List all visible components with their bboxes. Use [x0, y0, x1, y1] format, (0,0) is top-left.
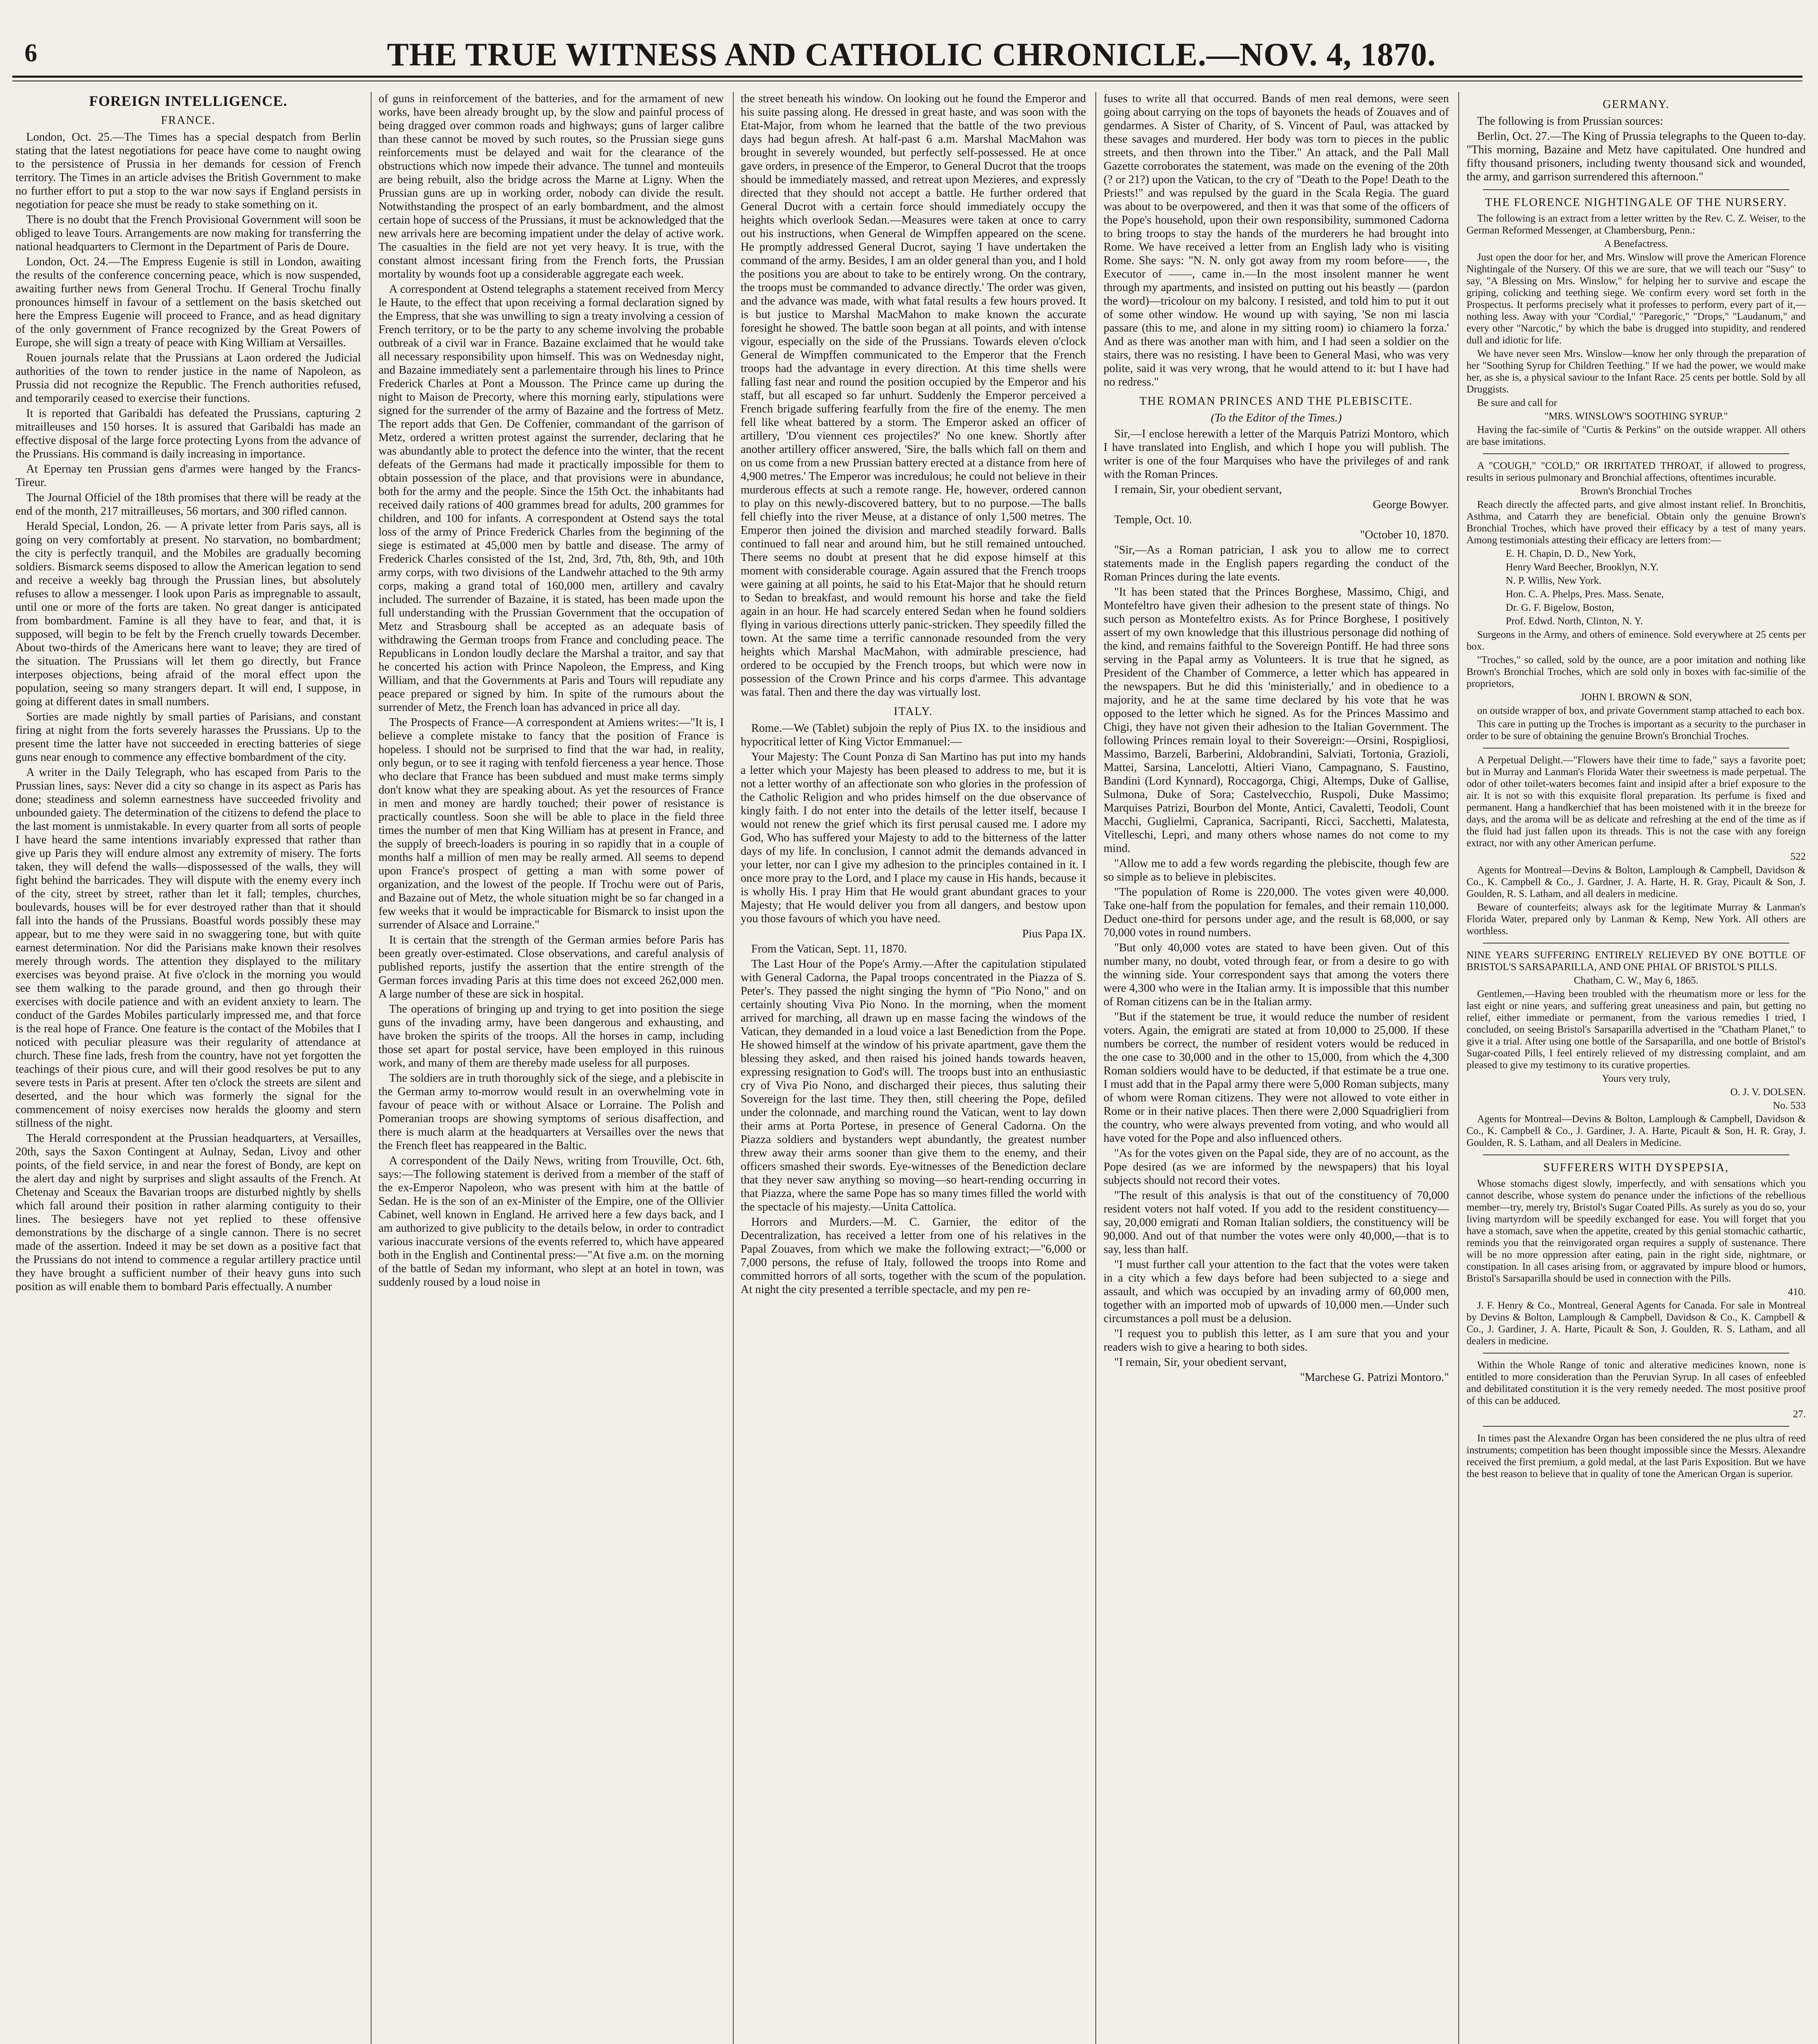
article-paragraph: "I remain, Sir, your obedient servant, [1114, 1356, 1287, 1369]
advert-number: 522 [1790, 851, 1806, 862]
subheading-note: (To the Editor of the Times.) [1211, 412, 1342, 424]
column-divider [733, 92, 734, 2044]
advert-firm-name: JOHN I. BROWN & SON, [1580, 692, 1692, 703]
advert-paragraph: J. F. Henry & Co., Montreal, General Agents for Canada. For sale in Montreal by Devins & Bolton, Lamplough & Campbell, Davidson & Co., K. Campbell & Co., J. Gardiner, J. A. Harte, Picault & Son, J. Goulden, R. S. Latham, and all dealers in medicine. [1466, 1300, 1806, 1347]
article-paragraph: Rome.—We (Tablet) subjoin the reply of Pius IX. to the insidious and hypocritical letter of King Victor Emmanuel:— [741, 722, 1086, 748]
article-paragraph: Herald Special, London, 26. — A private letter from Paris says, all is going on very comfortably at present. No starvation, no bombardment; the city is perfectly tranquil, and the Mobiles are gradually becoming soldiers. Bismarck seems disposed to allow the American legation to send and receive a weekly bag through the Prussian lines, but absolutely refuses to allow a messenger. I look upon Paris as impregnable to assault, until one or more of the forts are taken. No great danger is anticipated from bombardment. Famine is all they have to fear, and that, it is supposed, will begin to be felt by the French cruelly towards December. About two-thirds of the Americans here want to leave; they are tired of the situation. The Prussians will let them go directly, but France interposes objections, being afraid of the moral effect upon the population, seeing so many strangers depart. It will end, I suppose, in going at different dates in small numbers. [16, 520, 361, 708]
testimonial-ref: N. P. Willis, New York. [1506, 575, 1601, 586]
article-paragraph: "The result of this analysis is that out of the constituency of 70,000 resident voters not half voted. If you add to the resident constituency—say, 20,000 emigrati and Roman Italian soldiers, the constituency will be 90,000. And out of that number the votes were only 40,000,—that is to say, less than half. [1104, 1189, 1449, 1256]
divider [1483, 1426, 1789, 1427]
advert-subheading: A Benefactress. [1604, 238, 1668, 249]
advert-paragraph: Yours very truly, [1602, 1073, 1670, 1084]
advert-paragraph: Be sure and call for [1477, 397, 1557, 408]
divider [1483, 1154, 1789, 1155]
article-paragraph: "I must further call your attention to the fact that the votes were taken in a city which a few days before had been subjected to a siege and assault, and which was occupied by an invading army of 60,000 men, together with an imported mob of upwards of 10,000 men.—Under such circumstances a poll must be a delusion. [1104, 1258, 1449, 1325]
article-paragraph: The Herald correspondent at the Prussian headquarters, at Versailles, 20th, says the Saxon Contingent at Aulnay, Sedan, Livoy and other points, of the field service, in and near the forest of Bondy, are kept on the alert day and night by surprises and slight assaults of the French. At Chetenay and Sceaux the Bavarian troops are disturbed nightly by shells which fall around their position in rather alarming contiguity to their lines. The besiegers have not yet replied to these offensive demonstrations by the discharge of a single cannon. There is no secret made of the assertion. Indeed it may be set down as a positive fact that the Prussians do not intend to commence a regular artillery practice until they have brought a sufficient number of their heavy guns into such position as will enable them to bombard Paris effectually. A number [16, 1132, 361, 1293]
advert-paragraph: Having the fac-simile of "Curtis & Perkins" on the outside wrapper. All others are base imitations. [1466, 424, 1806, 447]
newspaper-title: THE TRUE WITNESS AND CATHOLIC CHRONICLE.—NOV. 4, 1870. [387, 37, 1436, 73]
article-paragraph: I remain, Sir, your obedient servant, [1114, 483, 1282, 496]
divider [1483, 189, 1789, 190]
testimonial-ref: Prof. Edwd. North, Clinton, N. Y. [1506, 616, 1643, 627]
page-number: 6 [25, 39, 37, 67]
article-paragraph: Sorties are made nightly by small parties of Parisians, and constant firing at night from the forts severely harasses the Prussians. Up to the present time the latter have not succeeded in erecting batteries of siege guns near enough to commence any effective bombardment of the city. [16, 710, 361, 764]
article-paragraph: "But if the statement be true, it would reduce the number of resident voters. Again, the emigrati are stated at from 10,000 to 25,000. If these numbers be correct, the number of resident voters would be reduced in the one case to 30,000 and in the other to 15,000, from which the 4,300 Roman soldiers would have to be deducted, if that estimate be a true one. I must add that in the Papal army there were 5,000 Roman subjects, many of whom were Roman citizens. They were not allowed to vote either in Rome or in their native places. Then there were 2,000 Squadriglieri from the country, who were always prevented from voting, and who would all have voted for the Pope and also influenced others. [1104, 1011, 1449, 1145]
testimonial-ref: Henry Ward Beecher, Brooklyn, N.Y. [1506, 562, 1659, 573]
advert-paragraph: A Perpetual Delight.—"Flowers have their time to fade," says a favorite poet; but in Murray and Lanman's Florida Water their sweetness is made perpetual. The odor of other toilet-waters becomes faint and insipid after a brief exposure to the air. It is not so with this exquisite floral preparation. Its perfume is fixed and permanent. Hang a handkerchief that has been moistened with it in the breeze for days, and the aroma will be as delicate and refreshing at the end of the time as if the fluid had just fallen upon its threads. This is not the case with any foreign extract, nor with any other American perfume. [1466, 755, 1806, 849]
article-paragraph: At Epernay ten Prussian gens d'armes were hanged by the Francs-Tireur. [16, 463, 361, 489]
signature: Pius Papa IX. [1022, 928, 1086, 940]
article-paragraph: Horrors and Murders.—M. C. Garnier, the editor of the Decentralization, has received a letter from one of his relatives in the Papal Zouaves, from which we make the following extract;—"6,000 or 7,000 persons, the refuse of Italy, followed the troops into Rome and committed horrors of all sorts, together with the scum of the population. At night the city presented a terrible spectacle, and my pen re- [741, 1216, 1086, 1296]
article-paragraph: The soldiers are in truth thoroughly sick of the siege, and a plebiscite in the German army to-morrow would result in an overwhelming vote in favour of peace with or without Alsace or Lorraine. The Polish and Pomeranian troops are showing symptoms of serious disaffection, and there is much alarm at the headquarters at Versailles over the news that the French fleet has reappeared in the Baltic. [378, 1072, 724, 1152]
advert-paragraph: The following is an extract from a letter written by the Rev. C. Z. Weiser, to the German Reformed Messenger, at Chambersburg, Penn.: [1466, 213, 1806, 236]
article-paragraph: fuses to write all that occurred. Bands of men real demons, were seen going about carrying on the tops of bayonets the heads of Zouaves and of gendarmes. A Sister of Charity, of S. Vincent of Paul, was attacked by these savages and murdered. Her body was torn to pieces in the public streets, and then thrown into the Tiber." An attack, and the Pall Mall Gazette corroborates the statement, was made on the evening of the 20th (? or 21?) upon the Vatican, to the cry of "Death to the Pope! Death to the Priests!" and was repulsed by the guard in the Scala Regia. The guard was about to be overpowered, and then it was that some of the officers of the Pope's household, upon their own responsibility, summoned Cadorna to bring troops to stay the hands of the murderers he had brought into Rome. We have received a letter from an English lady who is visiting Rome. She says: "N. N. only got away from my room before——, the Executor of ——, came in.—In the most insolent manner he went through my apartments, and insisted on putting out his beastly — (pardon the word)—tricolour on my balcony. I resisted, and told him to put it out of some other window. He wound up with saying, 'Se non mi lascia passare (this to me, and alone in my sitting room) io chiamero la forza.' And as there was another man with him, and I had seen a soldier on the stairs, there was no resisting. I have been to General Masi, who was very polite, said it was very wrong, that he would attend to it: but I have had no redress." [1104, 92, 1449, 388]
advert-product-name: "MRS. WINSLOW'S SOOTHING SYRUP." [1544, 411, 1728, 422]
column-divider [1458, 92, 1459, 2044]
advert-paragraph: This care in putting up the Troches is important as a security to the purchaser in order to be sure of obtaining the genuine Brown's Bronchial Troches. [1466, 719, 1806, 742]
masthead [25, 37, 1798, 73]
article-paragraph: Your Majesty: The Count Ponza di San Martino has put into my hands a letter which your Majesty has been pleased to address to me, but it is not a letter worthy of an affectionate son who glories in the profession of the Catholic Religion and who prides himself on the due observance of kingly faith. I do not enter into the details of the letter itself, because I would not renew the grief which its first perusal caused me. I adore my God, Who has suffered your Majesty to add to the bitterness of the latter days of my life. In conclusion, I cannot admit the demands advanced in your letter, nor can I give my adhesion to the principles contained in it. I once more pray to the Lord, and I place my cause in His hands, because it is wholly His. I pray Him that He would grant abundant graces to your Majesty; that He would deliver you from all dangers, and bestow upon you those favours of which you have need. [741, 751, 1086, 925]
subheading-roman-princes: THE ROMAN PRINCES AND THE PLEBISCITE. [1140, 395, 1413, 408]
article-paragraph: It is certain that the strength of the German armies before Paris has been greatly over-estimated. Close observations, and careful analysis of published reports, justify the assertion that the entire strength of the German forces invading Paris at this time does not exceed 262,000 men. A large number of these are sick in hospital. [378, 934, 724, 1000]
article-paragraph: "It has been stated that the Princes Borghese, Massimo, Chigi, and Montefeltro have given their adhesion to the present state of things. No such person as Montefeltro exists. As for Prince Borghese, I positively assert of my own knowledge that this illustrious personage did nothing of the kind, and remains faithful to the Sovereign Pontiff. He had three sons serving in the Papal army as Volunteers. It is true that he signed, as President of the Chamber of Commerce, a letter which has appeared in the newspapers. But he did this 'ministerially,' and in obedience to a majority, and he at the same time declared by his vote that he was opposed to the letter which he signed. As for the Princes Massimo and Chigi, they have not given their adhesion to the Italian Government. The following Princes remain loyal to their Sovereign:—Orsini, Rospigliosi, Massimo, Barzeli, Barberini, Aldobrandini, Salviati, Tortonia, Grazioli, Mattei, Sarsina, Lancelotti, Altieri Viano, Campagnano, S. Faustino, Bandini (Lord Kynnard), Roccagorga, Chigi, Altemps, Duke of Gallise, Sulmona, Duke of Sora; Castelvecchio, Ruspoli, Duke Massimo; Marquises Patrizi, Bourbon del Monte, Antici, Cavaletti, Teodoli, Count Macchi, Guglielmi, Capranica, Sacripanti, Ricci, Sacchetti, Malatesta, Vitelleschi, Lepri, and many others whose names do not come to my mind. [1104, 586, 1449, 855]
article-paragraph: Berlin, Oct. 27.—The King of Prussia telegraphs to the Queen to-day. "This morning, Bazaine and Metz have capitulated. One hundred and fifty thousand prisoners, including twenty thousand sick and wounded, the army, and garrison surrendered this afternoon." [1466, 130, 1806, 183]
advert-title: SUFFERERS WITH DYSPEPSIA, [1543, 1161, 1729, 1174]
dateline: Temple, Oct. 10. [1114, 513, 1192, 526]
signature: O. J. V. DOLSEN. [1730, 1087, 1806, 1098]
article-paragraph: The following is from Prussian sources: [1477, 115, 1664, 128]
article-paragraph: The Prospects of France—A correspondent at Amiens writes:—"It is, I believe a complete mistake to fancy that the position of France is hopeless. I should not be surprised to find that the war had, in reality, only begun, or to see it raging with tenfold fierceness a year hence. Those who declare that France has been subdued and must make terms simply don't know what they are speaking about. As yet the resources of France in men and money are hardly touched; their power of resistance is practically countless. Soon she will be able to place in the field three times the number of men that King William has at present in France, and the supply of breech-loaders is pouring in so rapidly that in a couple of months half a million of men may be really armed. All seems to depend upon France's prospect of getting a man with some power of organization, and the lowest of the people. If Trochu were out of Paris, and Bazaine out of Metz, the whole situation might be so far changed in a few weeks that it would be impracticable for Bismarck to insist upon the surrender of Alsace and Lorraine." [378, 716, 724, 931]
article-paragraph: The operations of bringing up and trying to get into position the siege guns of the invading army, have been dangerous and exhausting, and have broken the spirits of the troops. All the horses in camp, including those set apart for postal service, have been employed in this ruinous work, and many of them are thereby made useless for all purposes. [378, 1003, 724, 1069]
article-paragraph: "The population of Rome is 220,000. The votes given were 40,000. Take one-half from the population for females, and their remain 110,000. Deduct one-third for persons under age, and the result is 68,000, or say 70,000 votes in round numbers. [1104, 886, 1449, 939]
advert-subheading: Brown's Bronchial Troches [1580, 486, 1692, 497]
testimonial-ref: Dr. G. F. Bigelow, Boston, [1506, 602, 1614, 613]
testimonial-ref: Hon. C. A. Phelps, Pres. Mass. Senate, [1506, 589, 1664, 600]
divider [1483, 748, 1789, 749]
divider [1483, 453, 1789, 454]
article-paragraph: London, Oct. 24.—The Empress Eugenie is still in London, awaiting the results of the conference concerning peace, which is now suspended, awaiting further news from General Trochu. If General Trochu finally pronounces himself in favour of a settlement on the basis sketched out here the Empress Eugenie will proceed to France, and as head dignitary of the only government of France recognized by the Great Powers of Europe, she will sign a treaty of peace with King William at Versailles. [16, 256, 361, 349]
article-paragraph: "Allow me to add a few words regarding the plebiscite, though few are so simple as to believe in plebiscites. [1104, 857, 1449, 883]
column-4 [1104, 92, 1449, 2044]
signature: George Bowyer. [1372, 498, 1449, 511]
advert-paragraph: Within the Whole Range of tonic and alterative medicines known, none is entitled to more consideration than the Peruvian Syrup. In all cases of enfeebled and debilitated constitution it is the very remedy needed. The most positive proof of this can be adduced. [1466, 1360, 1806, 1406]
advert-number: 27. [1793, 1409, 1806, 1420]
testimonial-ref: E. H. Chapin, D. D., New York, [1506, 548, 1636, 559]
column-5 [1466, 92, 1806, 2044]
column-2 [378, 92, 724, 2044]
advert-number: 410. [1788, 1286, 1806, 1298]
advert-paragraph: Agents for Montreal—Devins & Bolton, Lamplough & Campbell, Davidson & Co., K. Campbell & Co., J. Gardiner, J. A. Harte, Picault & Son, H. R. Gray, J. Goulden, R. S. Latham, and all Dealers in Medicine. [1466, 1114, 1806, 1148]
article-paragraph: "As for the votes given on the Papal side, they are of no account, as the Pope desired (as we are informed by the newspapers) that his loyal subjects should not record their votes. [1104, 1147, 1449, 1187]
advert-dateline: Chatham, C. W., May 6, 1865. [1574, 975, 1699, 986]
advert-paragraph: Beware of counterfeits; always ask for the legitimate Murray & Lanman's Florida Water, prepared only by Lanman & Kemp, New York. All others are worthless. [1466, 902, 1806, 937]
article-paragraph: Sir,—I enclose herewith a letter of the Marquis Patrizi Montoro, which I have translated into English, and which I hope you will publish. The writer is one of the four Marquises who have the privileges of and rank with the Roman Princes. [1104, 428, 1449, 481]
column-3 [741, 92, 1086, 2044]
advert-paragraph: Agents for Montreal—Devins & Bolton, Lamplough & Campbell, Davidson & Co., K. Campbell & Co., J. Gardner, J. A. Harte, H. R. Gray, Picault & Son, J. Goulden, R. S. Latham, and all dealers in medicine. [1466, 865, 1806, 899]
subheading-germany: GERMANY. [1603, 98, 1670, 111]
advert-paragraph: Reach directly the affected parts, and give almost instant relief. In Bronchitis, Asthma, and Catarrh they are beneficial. Obtain only the genuine Brown's Bronchial Troches, which have proved their efficacy by a test of many years. Among testimonials attesting their efficacy are letters from:— [1466, 499, 1806, 546]
advert-paragraph: We have never seen Mrs. Winslow—know her only through the preparation of her "Soothing Syrup for Children Teething." If we had the power, we would make her, as she is, a physical saviour to the Infant Race. 25 cents per bottle. Sold by all Druggists. [1466, 348, 1806, 395]
article-paragraph: The Journal Officiel of the 18th promises that there will be ready at the end of the month, 217 mitrailleuses, 56 mortars, and 300 rifled cannon. [16, 491, 361, 518]
advert-title: NINE YEARS SUFFERING ENTIRELY RELIEVED BY ONE BOTTLE OF BRISTOL'S SARSAPARILLA, AND ONE PHIAL OF BRISTOL'S PILLS. [1466, 950, 1806, 973]
dateline: "October 10, 1870. [1360, 529, 1449, 541]
advert-paragraph: Gentlemen,—Having been troubled with the rheumatism more or less for the last eight or nine years, and suffering great uneasiness and pain, but getting no relief, either immediate or permanent, from the various remedies I tried, I concluded, on seeing Bristol's Sarsaparilla advertised in the "Chatham Planet," to give it a trial. After using one bottle of the Sarsaparilla, and one bottle of Bristol's Sugar-coated Pills, I feel entirely relieved of my distressing complaint, and am pleased to give my testimony to its curative properties. [1466, 988, 1806, 1071]
advert-paragraph: Whose stomachs digest slowly, imperfectly, and with sensations which you cannot describe, whose system do penance under the infictions of the rebellious member—try, merely try, Bristol's Sugar Coated Pills. As surely as you do so, your living martyrdom will be speedily exchanged for ease. You will forget that you have a stomach, save when the appetite, created by this genial stomachic cathartic, reminds you that the reinvigorated organ requires a supply of sustenance. There will be no more oppression after eating, pain in the right side, nightmare, or constipation. In all cases arising from, or aggravated by impure blood or humors, Bristol's Sarsaparilla should be used in connection with the Pills. [1466, 1178, 1806, 1284]
advert-paragraph: In times past the Alexandre Organ has been considered the ne plus ultra of reed instruments; competition has been thought impossible since the Messrs. Alexandre received the first premium, a gold medal, at the last Paris Exposition. But we have the best reason to believe that in quality of tone the American Organ is superior. [1466, 1433, 1806, 1479]
article-paragraph: A correspondent of the Daily News, writing from Trouville, Oct. 6th, says:—The following statement is derived from a member of the staff of the ex-Emperor Napoleon, who was present with him at the battle of Sedan. He is the son of an ex-Minister of the Empire, one of the Ollivier Cabinet, well known in England. He arrived here a few days back, and I am authorized to give publicity to the details below, in order to contradict various inaccurate versions of the events referred to, which have appeared both in the English and Continental press:—"At five a.m. on the morning of the battle of Sedan my informant, who slept at an hotel in town, was suddenly roused by a loud noise in [378, 1154, 724, 1289]
article-paragraph: It is reported that Garibaldi has defeated the Prussians, capturing 2 mitrailleuses and 150 horses. It is assured that Garibaldi has made an effective disposal of the large force protecting Lyons from the advance of the Prussians. His command is daily increasing in importance. [16, 407, 361, 460]
article-paragraph: "I request you to publish this letter, as I am sure that you and your readers wish to give a hearing to both sides. [1104, 1327, 1449, 1354]
article-paragraph: "Sir,—As a Roman patrician, I ask you to allow me to correct statements made in the English papers regarding the conduct of the Roman Princes during the late events. [1104, 544, 1449, 583]
section-heading-foreign: FOREIGN INTELLIGENCE. [89, 93, 288, 109]
advert-paragraph: Surgeons in the Army, and others of eminence. Sold everywhere at 25 cents per box. [1466, 629, 1806, 652]
article-paragraph: The Last Hour of the Pope's Army.—After the capitulation stipulated with General Cadorna, the Papal troops concentrated in the Piazza of S. Peter's. They passed the night singing the hymn of "Pio Nono," and on certainly shouting Viva Pio Nono. In the morning, when the moment arrived for marching, all drawn up en masse facing the windows of the Vatican, they demanded in a loud voice a last Benediction from the Pope. He showed himself at the window of his private apartment, gave them the blessing they asked, and then raised his joined hands towards heaven, expressing resignation to God's will. The troops bust into an enthusiastic cry of Viva Pio Nono, and discharged their pieces, thus saluting their Sovereign for the last time. They then, still cheering the Pope, defiled under the colonnade, and marching round the Vatican, went to lay down their arms at Porta Portese, in presence of General Cadorna. On the Piazza soldiers and bystanders wept abundantly, the greatest number threw away their arms sooner than give them to the enemy, and their officers smashed their swords. Eye-witnesses of the Benediction declare that they never saw anything so moving—so heart-rending occurring in that Piazza, where the same Pope has so many times filled the world with the spectacle of his majesty.—Unita Cattolica. [741, 958, 1086, 1213]
column-divider [1095, 92, 1096, 2044]
column-1 [16, 92, 361, 2044]
advert-paragraph: A "COUGH," "COLD," OR IRRITATED THROAT, if allowed to progress, results in serious pulmonary and Bronchial affections, oftentimes incurable. [1466, 460, 1806, 483]
article-paragraph: "But only 40,000 votes are stated to have been given. Out of this number many, no doubt, voted through fear, or from a desire to go with the winning side. Your correspondent says that among the voters there were 4,300 who were in the Italian army. It is impossible that this number of Roman citizens can be in the Italian army. [1104, 941, 1449, 1008]
divider [1483, 1353, 1789, 1354]
divider [1483, 943, 1789, 944]
column-divider [371, 92, 372, 2044]
article-paragraph: There is no doubt that the French Provisional Government will soon be obliged to leave Tours. Arrangements are now making for transferring the national headquarters to Clermont in the Department of Paris de Doure. [16, 213, 361, 253]
header-rule [12, 76, 1802, 78]
advert-number: No. 533 [1773, 1100, 1806, 1111]
subheading-france: FRANCE. [161, 114, 216, 127]
article-paragraph: of guns in reinforcement of the batteries, and for the armament of new works, have been already brought up, by the slow and painful process of being dragged over common roads and highways; guns of larger calibre than these cannot be moved by such routes, so the Prussian siege guns reinforcements must be delayed and wait for the clearance of the obstructions which now impede their advance. The tunnel and monteuils are being rebuilt, also the bridge across the Marne at Ligny. When the Prussian guns are up in working order, nobody can divide the result. Notwithstanding the prospect of an early bombardment, and the almost certain hope of success of the Prussians, it must be acknowledged that the new arrivals here are becoming impatient under the delay of active work. The casualties in the field are not yet very heavy. It is true, with the constant almost incessant firing from the French forts, the Prussian mortality by wounds foot up a considerable aggregate each week. [378, 92, 724, 280]
subheading-italy: ITALY. [893, 705, 933, 718]
advert-paragraph: Just open the door for her, and Mrs. Winslow will prove the American Florence Nightingale of the Nursery. Of this we are sure, that we will teach our "Susy" to say, "A Blessing on Mrs. Winslow," for helping her to survive and escape the griping, colicking and teething siege. We confirm every word set forth in the Prospectus. It performs precisely what it professes to perform, every part of it,—nothing less. Away with your "Cordial," "Paregoric," "Drops," "Laudanum," and every other "Narcotic," by which the babe is drugged into stupidity, and rendered dull and idiotic for life. [1466, 252, 1806, 346]
advert-paragraph: "Troches," so called, sold by the ounce, are a poor imitation and nothing like Brown's Bronchial Troches, which are sold only in boxes with fac-similie of the proprietors, [1466, 654, 1806, 689]
signature: "Marchese G. Patrizi Montoro." [1300, 1371, 1449, 1384]
article-paragraph: A writer in the Daily Telegraph, who has escaped from Paris to the Prussian lines, says: Never did a city so change in its aspect as Paris has done; steadiness and solemn earnestness have succeeded frivolity and unbounded gaiety. The determination of the citizens to defend the place to the last moment is unmistakable. In every quarter from all sorts of people I have heard the same intentions invariably expressed that rather than give up Paris they will endure almost any extremity of misery. The forts taken, they will defend the walls—dispossessed of the walls, they will fight behind the barricades. They will dispute with the enemy every inch of the city, street by street, rather than let it fall; temples, churches, boulevards, houses will be for ever destroyed rather than that it should fall into the hands of the Prussians. Boastful words possibly these may appear, but to me they were said in no swaggering tone, but with quite earnest determination. Nor did the Parisians make known their resolves merely through words. The attention they displayed to the military exercises was beyond praise. At five o'clock in the morning you would see them walking to the parade ground, and then go through their exercises with docile patience and with an evident anxiety to learn. The conduct of the Gardes Mobiles particularly impressed me, and that force is the real hope of France. One feature is the contact of the Mobiles that I noticed with peculiar pleasure was their regularity of attendance at church. These fine lads, fresh from the country, have not yet forgotten the teachings of their pious cure, and will their good resolves be put to any severe tests in Paris at present. After ten o'clock the streets are silent and deserted, and the hour which was formerly the signal for the commencement of noisy exercises now heralds the gloomy and stern stillness of the night. [16, 766, 361, 1130]
article-paragraph: From the Vatican, Sept. 11, 1870. [751, 943, 907, 955]
advert-paragraph: on outside wrapper of box, and private Government stamp attached to each box. [1477, 705, 1805, 716]
advert-title: THE FLORENCE NIGHTINGALE OF THE NURSERY. [1485, 196, 1787, 209]
article-paragraph: A correspondent at Ostend telegraphs a statement received from Mercy le Haute, to the effect that upon receiving a formal declaration signed by the Empress, that she was unwilling to sign a treaty involving a cession of French territory, or to be the party to any scheme involving the probable outbreak of a civil war in France. Bazaine exclaimed that he would take all necessary responsibility upon himself. This was on Wednesday night, and Bazaine immediately sent a parlementaire through his lines to Prince Frederick Charles at Pont a Mousson. The Prince came up during the night to Maison de Precorty, where this morning early, stipulations were signed for the surrender of the army of Bazaine and the fortress of Metz. The report adds that Gen. De Coffenier, commandant of the garrison of Metz, ordered a written protest against the surrender, declaring that he was abundantly able to protect the defence into the winter, that the recent defeats of the Germans had made it practically impossible for them to obtain possession of the place, and that provisions were in abundance, both for the army and the people. Since the 15th Oct. the inhabitants had received daily rations of 400 grammes bread for adults, 200 grammes for children, and 100 for infants. A correspondent at Ostend says the total loss of the army of Prince Frederick Charles from the beginning of the siege is estimated at 45,000 men by battle and disease. The army of Frederick Charles consisted of the 1st, 2nd, 3rd, 7th, 8th, 9th, and 10th army corps, with two divisions of the Landwehr attached to the 9th army corps, making a grand total of 160,000 men, artillery and cavalry included. The surrender of Bazaine, it is stated, has been made upon the full understanding with the Prussian Government that the occupation of Metz and Strasbourg shall be accepted as an adequate basis of withdrawing the German troops from France and concluding peace. The Republicans in London loudly declare the Marshal a traitor, and say that he concerted his action with Prince Napoleon, the Empress, and King William, and that the Governments at Paris and Tours will repudiate any peace prepared or signed by him. In spite of the rumours about the surrender of Metz, the French loan has advanced in price all day. [378, 283, 724, 714]
article-paragraph: London, Oct. 25.—The Times has a special despatch from Berlin stating that the latest negotiations for peace have come to naught owing to the persistence of Prussia in her demands for cession of French territory. The Times in an article advises the British Government to make no further effort to put a stop to the war now says if England persists in negotiation for peace she must be ready to stake something on it. [16, 131, 361, 211]
article-paragraph: Rouen journals relate that the Prussians at Laon ordered the Judicial authorities of the town to render justice in the name of Napoleon, as Prussia did not recognize the Republic. The French authorities refused, and temporarily ceased to exercise their functions. [16, 352, 361, 405]
article-paragraph: the street beneath his window. On looking out he found the Emperor and his suite passing along. He dressed in great haste, and was soon with the Etat-Major, from whom he learned that the battle of the two previous days had begun afresh. At half-past 6 a.m. Marshal MacMahon was brought in severely wounded, but perfectly self-possessed. He at once gave orders, in presence of the Emperor, to General Ducrot that the troops should be immediately massed, and retreat upon Mezieres, and expressly directed that they should not accept a battle. He further ordered that General Ducrot with a certain force should immediately occupy the heights which overlook Sedan.—Measures were taken at once to carry out his instructions, when General de Wimpffen appeared on the scene. He promptly addressed General Ducrot, saying 'I have undertaken the command of the army. Besides, I am an older general than you, and I hold the positions you are about to take to be entirely wrong. On the contrary, the troops must be commanded to advance directly.' The order was given, and the advance was made, with what fatal results a few hours proved. It is but justice to Marshal MacMahon to make known the accurate foresight he showed. The battle soon began at all points, and with intense vigour, especially on the side of the Prussians. Towards eleven o'clock General de Wimpffen communicated to the Emperor that the French troops had the advantage in every direction. At this time shells were falling fast near and round the position occupied by the Emperor and his staff, but all escaped so far unhurt. Suddenly the Emperor perceived a French brigade suffering fearfully from the fire of the enemy. The men fell like wheat battered by a storm. The Emperor asked an officer of artillery, 'D'ou viennent ces projectiles?' No one knew. Shortly after another artillery officer answered, 'Sire, the balls which fall on them and on us come from a new Prussian battery erected at a distance from here of 4,900 metres.' The Emperor was incredulous; he could not believe in their murderous effects at such a remote range. He, however, ordered cannon to play on this newly-discovered battery, but to no purpose.—The balls fell chiefly into the river Meuse, at a distance of only 1,500 metres. The Emperor then joined the division and marched steadily forward. Balls continued to fall near and around him, but he still remained untouched. There seems no doubt at present that he did expose himself at this moment with considerable courage. Again assured that the French troops were gaining at all points, he said to his Etat-Major that he should return to Sedan to breakfast, and would remount his horse and take the field again in an hour. He had scarcely entered Sedan when he found soldiers flying in various directions utterly panic-stricken. They speedily filled the town. At the same time a terrific cannonade resounded from the very heights which Marshal MacMahon, with admirable prescience, had ordered to be occupied by the French troops, but which were now in possession of the Crown Prince and his corps d'armee. This advantage was fatal. Then and there the day was virtually lost. [741, 92, 1086, 699]
